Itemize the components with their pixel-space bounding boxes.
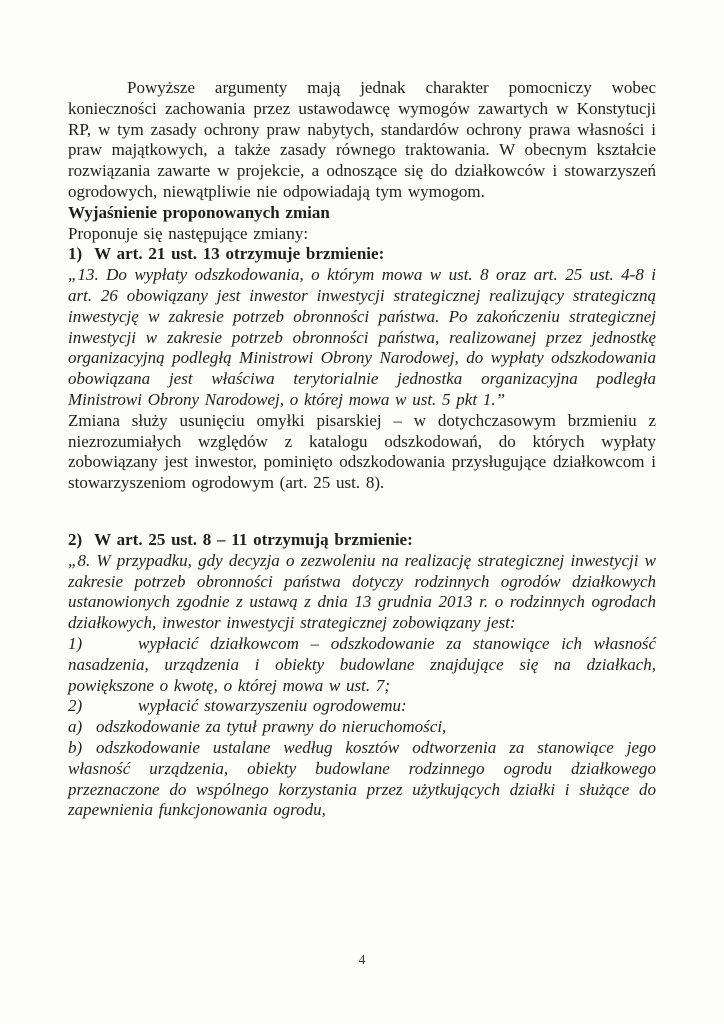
subitem-b-text: odszkodowanie ustalane według kosztów odtworzenia za stanowiące jego własność urządzenia, obiekty budowlane rodzinnego ogrodu działkowego przeznaczone do wspólnego korzystania przez użytkujących działki i służące do zapewnienia funkcjonowania ogrodu, bbox=[68, 737, 656, 820]
subitem-1 bbox=[68, 634, 656, 696]
subitem-2-text: wypłacić stowarzyszeniu ogrodowemu: bbox=[138, 696, 407, 716]
subitem-2-marker: 2) bbox=[68, 696, 83, 716]
subitem-a-marker: a) bbox=[68, 717, 83, 737]
amendment-1-marker: 1) bbox=[68, 244, 83, 264]
amendment-2-quote: „8. W przypadku, gdy decyzja o zezwoleniu na realizację strategicznej inwestycji w zakresie potrzeb obronności państwa dotyczy rodzinnych ogrodów działkowych ustanowionych zgodnie z ustawą z dnia 13 grudnia 2013 r. o rodzinnych ogrodach działkowych, inwestor inwestycji strategicznej zobowiązany jest: bbox=[68, 550, 656, 633]
subitem-1-text: wypłacić działkowcom – odszkodowanie za stanowiące ich własność nasadzenia, urządzenia i obiekty budowlane znajdujące się na działkach, powiększone o kwotę, o której mowa w ust. 7; bbox=[68, 633, 656, 695]
section-heading: Wyjaśnienie proponowanych zmian bbox=[68, 202, 330, 222]
amendment-2-title: W art. 25 ust. 8 – 11 otrzymują brzmienie: bbox=[94, 529, 413, 549]
lead-line: Proponuje się następujące zmiany: bbox=[68, 223, 309, 243]
amendment-2-marker: 2) bbox=[68, 529, 83, 549]
amendment-1-title: W art. 21 ust. 13 otrzymuje brzmienie: bbox=[94, 244, 385, 264]
amendment-1-heading bbox=[68, 244, 656, 265]
amendment-1-note: Zmiana służy usunięciu omyłki pisarskiej – w dotychczasowym brzmieniu z niezrozumiałych względów z katalogu odszkodowań, do których wypłaty zobowiązany jest inwestor, pominięto odszkodowania przysługujące działkowcom i stowarzyszeniom ogrodowym (art. 25 ust. 8). bbox=[68, 410, 656, 493]
subitem-b-marker: b) bbox=[68, 737, 83, 757]
amendment-2-heading bbox=[68, 530, 656, 551]
subitem-2 bbox=[68, 696, 656, 717]
subitem-a-text: odszkodowanie za tytuł prawny do nieruchomości, bbox=[96, 717, 447, 737]
amendment-1-quote: „13. Do wypłaty odszkodowania, o którym mowa w ust. 8 oraz art. 25 ust. 4-8 i art. 26 obowiązany jest inwestor inwestycji strategicznej realizujący strategiczną inwestycję w zakresie potrzeb obronności państwa. Po zakończeniu strategicznej inwestycji w zakresie potrzeb obronności państwa, realizowanej przez jednostkę organizacyjną podległą Ministrowi Obrony Narodowej, do wypłaty odszkodowania obowiązana jest właściwa terytorialnie jednostka organizacyjna podległa Ministrowi Obrony Narodowej, o której mowa w ust. 5 pkt 1.” bbox=[68, 265, 656, 409]
subitem-b bbox=[68, 738, 656, 821]
intro-paragraph: Powyższe argumenty mają jednak charakter pomocniczy wobec konieczności zachowania przez ustawodawcę wymogów zawartych w Konstytucji RP, w tym zasady ochrony praw nabytych, standardów ochrony prawa własności i praw majątkowych, a także zasady równego traktowania. W obecnym kształcie rozwiązania zawarte w projekcie, a odnoszące się do działkowców i stowarzyszeń ogrodowych, niewątpliwie nie odpowiadają tym wymogom. bbox=[68, 78, 656, 201]
page-number: 4 bbox=[358, 952, 366, 967]
subitem-a bbox=[68, 717, 656, 738]
subitem-1-marker: 1) bbox=[68, 633, 83, 653]
